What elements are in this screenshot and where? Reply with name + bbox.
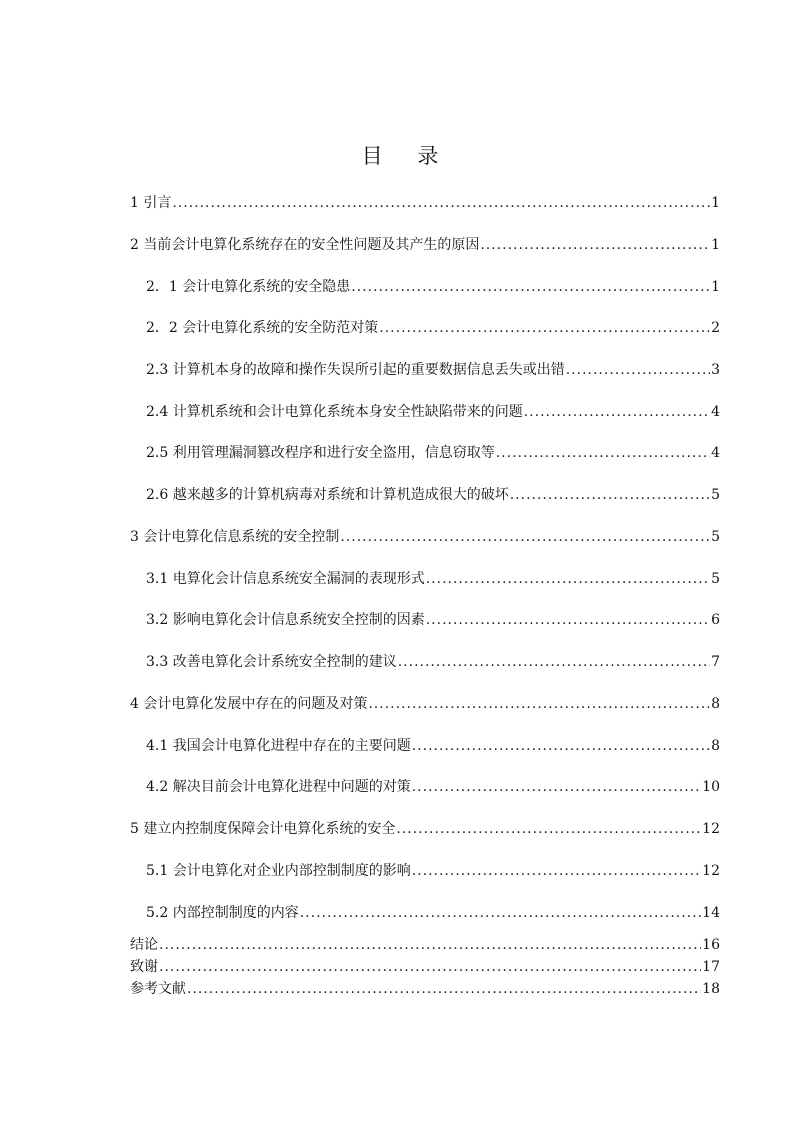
dot-leader	[412, 778, 701, 796]
dot-leader	[172, 194, 710, 212]
dot-leader	[426, 570, 710, 588]
dot-leader	[396, 820, 701, 838]
dot-leader	[412, 737, 710, 755]
toc-entry[interactable]	[146, 778, 720, 796]
toc-entry[interactable]	[146, 570, 720, 588]
toc-entry-page-number: 10	[702, 779, 720, 795]
toc-entry-label: 2.3 计算机本身的故障和操作失误所引起的重要数据信息丢失或出错	[146, 362, 565, 378]
dot-leader	[340, 528, 710, 546]
toc-entry-label: 3.1 电算化会计信息系统安全漏洞的表现形式	[146, 571, 425, 587]
toc-entry[interactable]	[130, 528, 720, 546]
toc-entry[interactable]	[146, 611, 720, 629]
toc-entry-page-number: 18	[702, 981, 720, 997]
toc-entry[interactable]	[130, 958, 720, 976]
toc-entry[interactable]	[130, 194, 720, 212]
toc-entry-page-number: 1	[711, 279, 720, 295]
toc-entry-label: 3.3 改善电算化会计系统安全控制的建议	[146, 654, 397, 670]
dot-leader	[351, 278, 710, 296]
toc-entry[interactable]	[130, 695, 720, 713]
toc-entry-page-number: 8	[711, 738, 720, 754]
toc-entry-page-number: 3	[711, 362, 720, 378]
toc-entry[interactable]	[130, 236, 720, 254]
toc-entry-label: 参考文献	[130, 981, 186, 997]
toc-entry[interactable]	[130, 820, 720, 838]
toc-entry[interactable]	[146, 862, 720, 880]
toc-entry[interactable]	[146, 486, 720, 504]
toc-entry-label: 2 当前会计电算化系统存在的安全性问题及其产生的原因	[130, 237, 480, 253]
dot-leader	[480, 236, 710, 254]
dot-leader	[566, 361, 710, 379]
toc-entry-label: 2.6 越来越多的计算机病毒对系统和计算机造成很大的破坏	[146, 487, 509, 503]
toc-entry-page-number: 14	[702, 905, 720, 921]
toc-entry[interactable]	[146, 737, 720, 755]
toc-entry-label: 2.5 利用管理漏洞篡改程序和进行安全盗用，信息窃取等	[146, 445, 495, 461]
toc-entry-label: 4.2 解决目前会计电算化进程中问题的对策	[146, 779, 411, 795]
dot-leader	[412, 862, 701, 880]
dot-leader	[300, 904, 701, 922]
toc-entry[interactable]	[130, 936, 720, 954]
toc-entry-page-number: 4	[711, 404, 720, 420]
toc-entry[interactable]	[146, 278, 720, 296]
toc-entry[interactable]	[130, 980, 720, 998]
toc-entry-label: 5.1 会计电算化对企业内部控制制度的影响	[146, 863, 411, 879]
dot-leader	[510, 486, 710, 504]
toc-entry-page-number: 5	[711, 529, 720, 545]
toc-entry-label: 2.4 计算机系统和会计电算化系统本身安全性缺陷带来的问题	[146, 404, 523, 420]
dot-leader	[496, 444, 710, 462]
toc-entry-page-number: 12	[702, 863, 720, 879]
toc-entry-label: 2．2 会计电算化系统的安全防范对策	[146, 320, 379, 336]
toc-entry-page-number: 17	[702, 959, 720, 975]
toc-entry-label: 4 会计电算化发展中存在的问题及对策	[130, 696, 368, 712]
toc-entry[interactable]	[146, 444, 720, 462]
toc-entry-label: 3 会计电算化信息系统的安全控制	[130, 529, 340, 545]
toc-entry-label: 5 建立内控制度保障会计电算化系统的安全	[130, 821, 396, 837]
toc-entry-page-number: 6	[711, 612, 720, 628]
dot-leader	[524, 403, 710, 421]
toc-entry-label: 5.2 内部控制制度的内容	[146, 905, 299, 921]
toc-entry-page-number: 16	[702, 937, 720, 953]
dot-leader	[159, 936, 701, 954]
toc-entry-page-number: 5	[711, 487, 720, 503]
toc-entry-page-number: 1	[711, 195, 720, 211]
toc-entry-label: 结论	[130, 937, 158, 953]
toc-entry-page-number: 12	[702, 821, 720, 837]
toc-entry[interactable]	[146, 904, 720, 922]
toc-entry-page-number: 8	[711, 696, 720, 712]
toc-entry[interactable]	[146, 403, 720, 421]
dot-leader	[426, 611, 710, 629]
dot-leader	[368, 695, 710, 713]
toc-entry-page-number: 5	[711, 571, 720, 587]
toc-entry-page-number: 2	[711, 320, 720, 336]
dot-leader	[187, 980, 701, 998]
dot-leader	[159, 958, 701, 976]
toc-entry[interactable]	[146, 319, 720, 337]
toc-entry-label: 致谢	[130, 959, 158, 975]
toc-entry-label: 4.1 我国会计电算化进程中存在的主要问题	[146, 738, 411, 754]
toc-entry-page-number: 1	[711, 237, 720, 253]
toc-entry[interactable]	[146, 361, 720, 379]
toc-entry-label: 3.2 影响电算化会计信息系统安全控制的因素	[146, 612, 425, 628]
toc-entry-page-number: 4	[711, 445, 720, 461]
dot-leader	[398, 653, 710, 671]
page-title: 目 录	[361, 144, 453, 168]
toc-entry-page-number: 7	[711, 654, 720, 670]
toc-entry[interactable]	[146, 653, 720, 671]
toc-entry-label: 2．1 会计电算化系统的安全隐患	[146, 279, 351, 295]
toc-entry-label: 1 引言	[130, 195, 172, 211]
dot-leader	[379, 319, 710, 337]
